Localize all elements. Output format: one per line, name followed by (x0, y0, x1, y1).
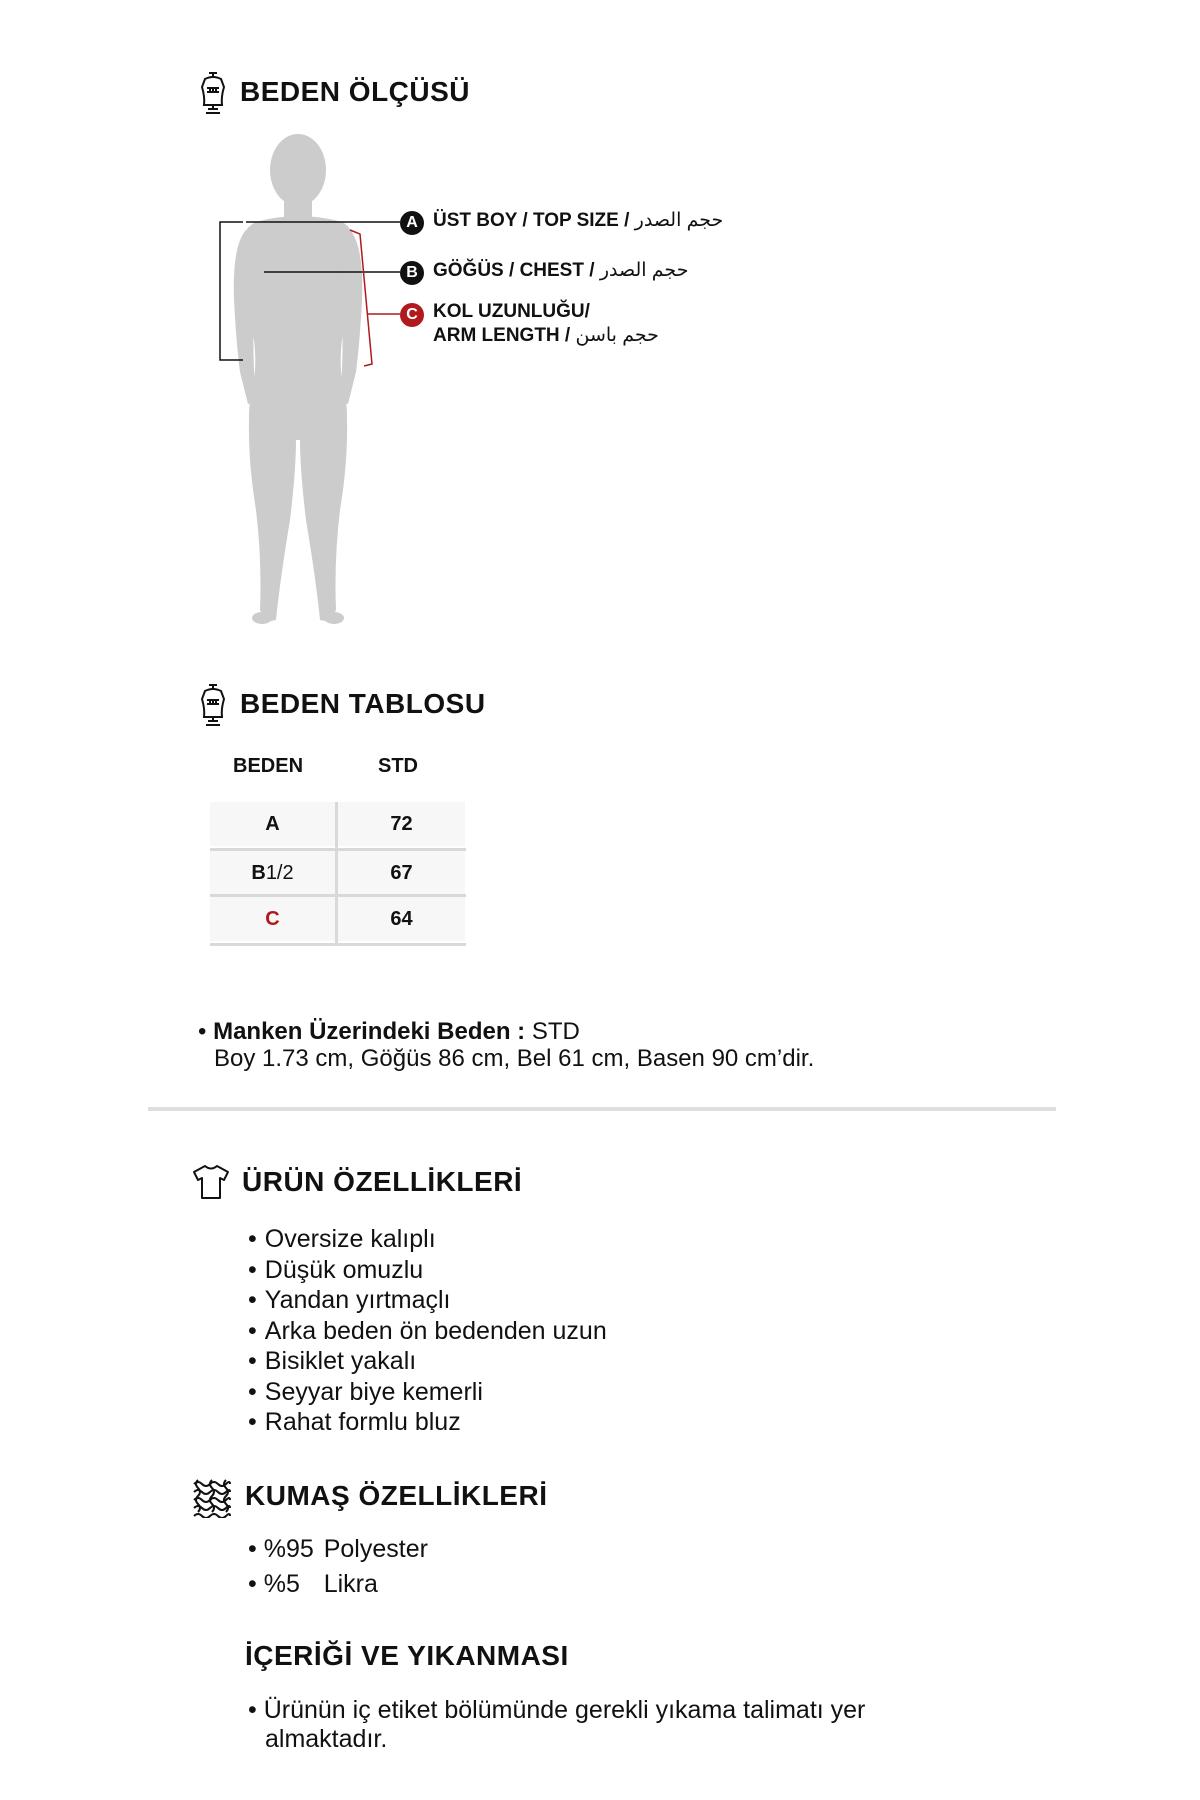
row-b-value-text: 67 (390, 861, 413, 884)
callout-a-text: ÜST BOY / TOP SIZE / (433, 210, 635, 231)
model-info-label: Manken Üzerindeki Beden : (213, 1018, 526, 1045)
list-item: • Bisiklet yakalı (248, 1346, 607, 1377)
care-title: İÇERİĞİ VE YIKANMASI (245, 1640, 569, 1671)
row-b-label-text: B (251, 861, 266, 884)
table-divider (210, 848, 466, 851)
callout-b-text: GÖĞÜS / CHEST / (433, 260, 600, 281)
list-item: • Yandan yırtmaçlı (248, 1285, 607, 1316)
fabric-percent: %5 (263, 1570, 300, 1598)
table-row-b-value (338, 851, 465, 895)
list-item: • Rahat formlu bluz (248, 1407, 607, 1438)
product-features-list (248, 1224, 607, 1438)
list-item: • Seyyar biye kemerli (248, 1377, 607, 1408)
size-table-header-beden: BEDEN (233, 755, 304, 777)
table-row-c-value (338, 897, 465, 941)
table-divider (335, 802, 338, 946)
callout-a-label (433, 209, 723, 233)
fabric-material: Likra (323, 1570, 378, 1598)
callout-c-line1: KOL UZUNLUĞU/ (433, 301, 590, 322)
callout-b-badge: B (400, 261, 424, 285)
row-a-value-text: 72 (390, 812, 413, 835)
callout-c-line2 (433, 324, 659, 348)
callout-c-arabic: حجم باسن (575, 325, 659, 346)
fabric-material: Polyester (323, 1535, 428, 1563)
table-row-a-label (210, 802, 335, 846)
product-features-title: ÜRÜN ÖZELLİKLERİ (242, 1166, 523, 1197)
list-item: • Oversize kalıplı (248, 1224, 607, 1255)
tshirt-icon (192, 1163, 230, 1206)
list-item (248, 1570, 378, 1599)
callout-b-label (433, 259, 688, 283)
care-line-2: almaktadır. (265, 1725, 388, 1753)
care-text (248, 1696, 865, 1754)
fabric-features-title: KUMAŞ ÖZELLİKLERİ (245, 1480, 548, 1511)
row-c-label-text: C (265, 907, 280, 930)
callout-c-text: ARM LENGTH / (433, 325, 576, 346)
list-item (248, 1535, 428, 1564)
table-divider (210, 943, 466, 946)
body-silhouette (0, 0, 1200, 700)
callout-a-badge: A (400, 211, 424, 235)
table-row-a-value (338, 802, 465, 846)
table-row-b-label (210, 851, 335, 895)
care-line-1-text: Ürünün iç etiket bölümünde gerekli yıkama talimatı yer (263, 1696, 866, 1724)
table-row-c-label (210, 897, 335, 941)
size-table-title: BEDEN TABLOSU (240, 688, 486, 719)
table-divider (210, 894, 466, 897)
callout-a-arabic: حجم الصدر (634, 210, 724, 231)
fabric-texture-icon (192, 1478, 232, 1523)
list-item: • Arka beden ön bedenden uzun (248, 1316, 607, 1347)
size-measure-title: BEDEN ÖLÇÜSÜ (240, 76, 471, 107)
row-c-value-text: 64 (390, 907, 413, 930)
model-info (198, 1018, 580, 1046)
callout-c-label (433, 300, 659, 348)
list-bullet: • (248, 1570, 257, 1598)
model-info-bullet: • (198, 1018, 207, 1045)
row-a-label-text: A (265, 812, 280, 835)
model-measurements: Boy 1.73 cm, Göğüs 86 cm, Bel 61 cm, Basen 90 cm’dir. (214, 1045, 815, 1072)
callout-b-arabic: حجم الصدر (599, 260, 689, 281)
list-item: • Düşük omuzlu (248, 1255, 607, 1286)
list-bullet: • (248, 1535, 257, 1563)
section-divider (148, 1107, 1056, 1111)
fabric-percent: %95 (263, 1535, 314, 1563)
care-line-1 (248, 1696, 865, 1725)
row-b-suffix: 1/2 (265, 861, 294, 884)
mannequin-icon (198, 682, 228, 733)
list-bullet: • (248, 1696, 257, 1724)
callout-c-badge: C (400, 303, 424, 327)
size-table-header-std: STD (378, 755, 418, 777)
model-info-size: STD (525, 1018, 580, 1045)
